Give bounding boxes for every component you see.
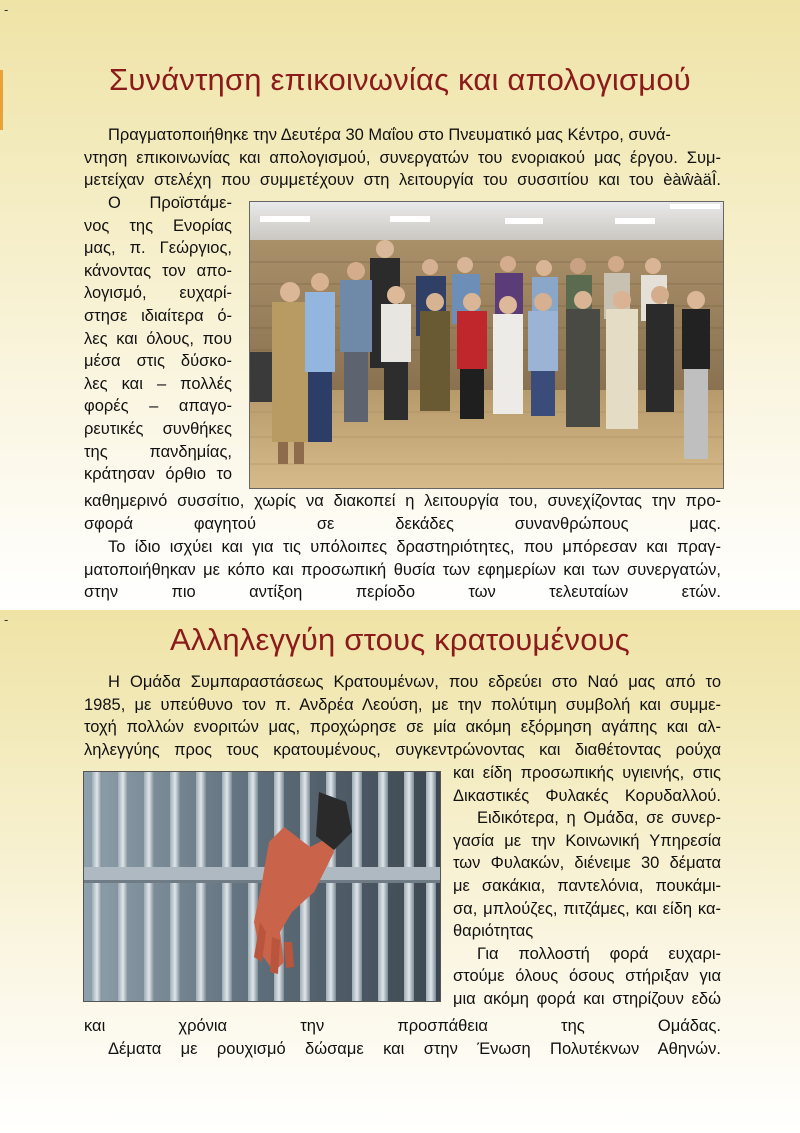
- text-line: της πανδημίας,: [84, 442, 232, 461]
- text-line: τοχή πολλών ενοριτών μας, προχώρησε σε μία ακόμη εξόρμηση αγάπης και αλ-: [84, 718, 721, 737]
- text-line: Η Ομάδα Συμπαραστάσεως Κρατουμένων, που εδρεύει στο Ναό μας από το: [108, 673, 721, 691]
- text-line: καθημερινό συσσίτιο, χωρίς να διακοπεί η λειτουργία του, συνεχίζοντας την προ-: [84, 492, 721, 510]
- crop-mark: -: [4, 2, 9, 17]
- text-line: και είδη προσωπικής υγιεινής, στις: [453, 764, 721, 782]
- text-line: γασία με την Κοινωνική Υπηρεσία: [453, 831, 721, 850]
- text-line: θαριότητας: [453, 922, 534, 941]
- section-1-title: Συνάντηση επικοινωνίας και απολογισμού: [109, 62, 691, 97]
- text-line: νος της Ενορίας: [84, 216, 232, 235]
- text-line: κράτησαν όρθιο το: [84, 465, 232, 484]
- text-line: στησε ιδιαίτερα ό-: [84, 306, 232, 325]
- text-line: στούμε όλους όσους στήριξαν για: [453, 967, 721, 986]
- text-line: ρευτικές συνθήκες: [84, 419, 232, 438]
- text-line: Ειδικότερα, η Ομάδα, σε συνερ-: [477, 809, 721, 828]
- text-line: μετείχαν στελέχη που συμμετέχουν στη λειτουργία του συσσιτίου και του èàŵàäÎ.: [84, 171, 721, 190]
- text-line: λες και – πολλές: [84, 374, 232, 393]
- text-line: μας, π. Γεώργιος,: [84, 239, 232, 258]
- text-line: φορές – απαγο-: [84, 397, 232, 416]
- text-line: λες και όλους, που: [84, 329, 232, 348]
- text-line: μια ακόμη φορά και στηρίζουν εδώ: [453, 989, 721, 1008]
- section-2-title: Αλληλεγγύη στους κρατουμένους: [170, 622, 630, 657]
- text-line: Πραγματοποιήθηκε την Δευτέρα 30 Μαΐου στο Πνευματικό μας Κέντρο, συνά-: [108, 126, 671, 144]
- text-line: των Φυλακών, διένειμε 30 δέματα: [453, 854, 721, 873]
- text-line: Δέματα με ρουχισμό δώσαμε και στην Ένωση Πολυτέκνων Αθηνών.: [108, 1039, 721, 1058]
- group-photo: [249, 201, 724, 489]
- section-1-continuation: [84, 490, 721, 535]
- text-line: λογισμό, ευχαρί-: [84, 284, 232, 303]
- section-1-narrow-column: [84, 192, 232, 486]
- text-line: ληλεγγύης προς τους κρατουμένους, συγκεντρώνοντας και διαθέτοντας ρούχα: [84, 740, 721, 759]
- text-line: Το ίδιο ισχύει και για τις υπόλοιπες δραστηριότητες, που μπόρεσαν και πραγ-: [108, 538, 721, 556]
- text-line: στην πιο αντίξοη περίοδο των τελευταίων ετών.: [84, 583, 721, 602]
- text-line: σφορά φαγητού σε δεκάδες συνανθρώπους μας.: [84, 514, 721, 533]
- text-line: κάνοντας τον απο-: [84, 261, 232, 280]
- text-line: Ο Προϊστάμε-: [108, 194, 232, 212]
- prison-bars-photo: [83, 771, 441, 1002]
- section-1-paragraph-2: [84, 536, 721, 604]
- text-line: 1985, με υπεύθυνο τον π. Ανδρέα Λεούση, με την πολύτιμη συμβολή και συμμε-: [84, 695, 721, 714]
- text-line: με σακάκια, παντελόνια, πουκάμι-: [453, 876, 721, 895]
- text-line: Δικαστικές Φυλακές Κορυδαλλού.: [453, 786, 721, 805]
- text-line: και χρόνια την προσπάθεια της Ομάδας.: [84, 1017, 721, 1035]
- section-2-side-text: [453, 762, 721, 1011]
- text-line: ματοποιήθηκαν με κόπο και προσωπική θυσία των εφημερίων και των συνεργατών,: [84, 560, 721, 579]
- section-1-intro: [84, 124, 721, 192]
- section-2-intro: [84, 671, 721, 761]
- text-line: σα, μπλούζες, πιτζάμες, και είδη κα-: [453, 899, 721, 918]
- text-line: μέσα στις δύσκο-: [84, 352, 232, 371]
- text-line: Για πολλοστή φορά ευχαρι-: [477, 944, 721, 963]
- text-line: ντηση επικοινωνίας και απολογισμού, συνεργατών του ενοριακού μας έργου. Συμ-: [84, 148, 721, 167]
- crop-mark: -: [4, 612, 9, 627]
- section-2-ending: [84, 1015, 721, 1060]
